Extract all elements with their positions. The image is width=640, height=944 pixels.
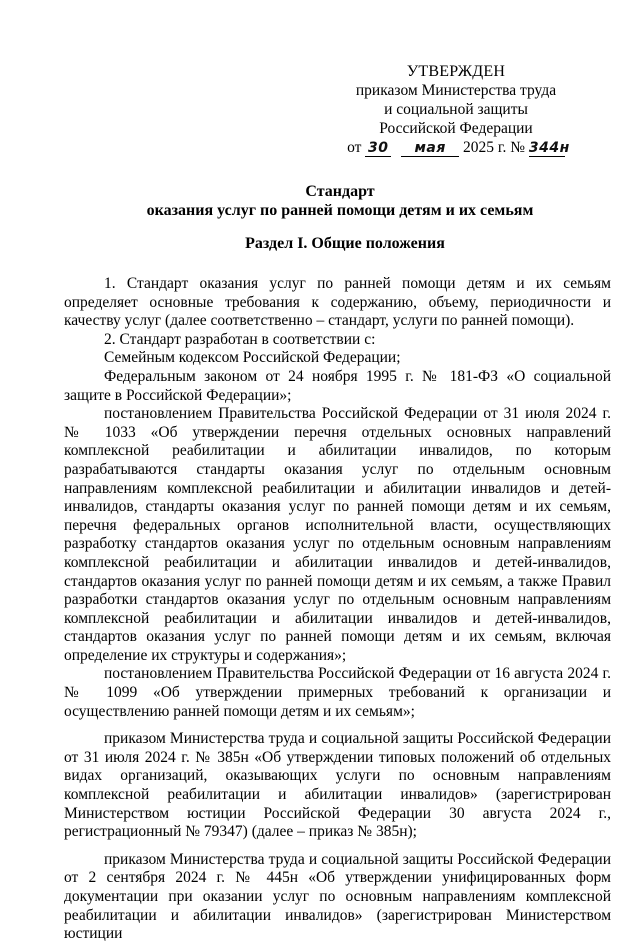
approval-line-2: и социальной защиты [384,101,528,118]
paragraph-4: Федеральным законом от 24 ноября 1995 г. № 181-ФЗ «О социальной защите в Российской Федерации»; [64,367,611,404]
approval-line-3: Российской Федерации [379,120,533,137]
date-year: 2025 г. № [463,139,526,156]
section-heading-text: Раздел I. Общие положения [245,235,445,252]
approval-block [340,62,572,157]
title-line-2: оказания услуг по ранней помощи детям и их семьям [146,202,534,219]
paragraph-6: постановлением Правительства Российской Федерации от 16 августа 2024 г. № 1099 «Об утверждении примерных требований к организации и осуществлению ранней помощи детям и их семьям»; [64,665,611,720]
paragraph-8: приказом Министерства труда и социальной защиты Российской Федерации от 2 сентября 2024 г. № 445н «Об утверждении унифицированных форм документации при оказании услуг по основным направлениям комплексной реабилитации и абилитации инвалидов» (зарегистрирован Министерством юстиции [64,850,611,943]
paragraph-3: Семейным кодексом Российской Федерации; [104,349,401,367]
paragraph-2: 2. Стандарт разработан в соответствии с: [104,330,376,348]
approval-heading: УТВЕРЖДЕН [406,63,506,80]
paragraph-7: приказом Министерства труда и социальной защиты Российской Федерации от 31 июля 2024 г. № 385н «Об утверждении типовых положений об отдельных видах организаций, оказывающих услуги по основным направлениям комплексной реабилитации и абилитации инвалидов» (зарегистрирован Министерством юстиции Российской Федерации 30 августа 2024 г., регистрационный № 79347) (далее – приказ № 385н); [64,730,611,841]
approval-line-1: приказом Министерства труда [355,82,557,99]
document-body [64,266,611,944]
title-line-1: Стандарт [305,183,375,200]
approval-date-line [340,138,572,157]
handwritten-day: 30 [365,140,391,157]
document-title [0,182,640,220]
handwritten-order-number: 344н [528,140,570,156]
paragraph-5: постановлением Правительства Российской Федерации от 31 июля 2024 г. № 1033 «Об утверждении перечня отдельных основных направлений комплексной реабилитации и абилитации инвалидов, по которым разрабатываются стандарты оказания услуг по отдельным основным направлениям комплексной реабилитации и абилитации инвалидов и детей-инвалидов, стандарты оказания услуг по ранней помощи детям и их семьям, перечня федеральных органов исполнительной власти, осуществляющих разработку стандартов оказания услуг по отдельным основным направлениям комплексной реабилитации и абилитации инвалидов и детей-инвалидов, стандартов оказания услуг по ранней помощи детям и их семьям, а также Правил разработки стандартов оказания услуг по отдельным основным направлениям комплексной реабилитации и абилитации инвалидов и детей-инвалидов, стандартов оказания услуг по ранней помощи детям и их семьям, включая определение их структуры и содержания»; [64,405,611,664]
date-prefix: от [347,139,362,156]
section-heading [0,234,640,253]
paragraph-1: 1. Стандарт оказания услуг по ранней помощи детям и их семьям определяет основные требования к содержанию, объему, периодичности и качеству услуг (далее соответственно – стандарт, услуги по ранней помощи). [64,275,611,330]
handwritten-month: мая [401,140,459,157]
